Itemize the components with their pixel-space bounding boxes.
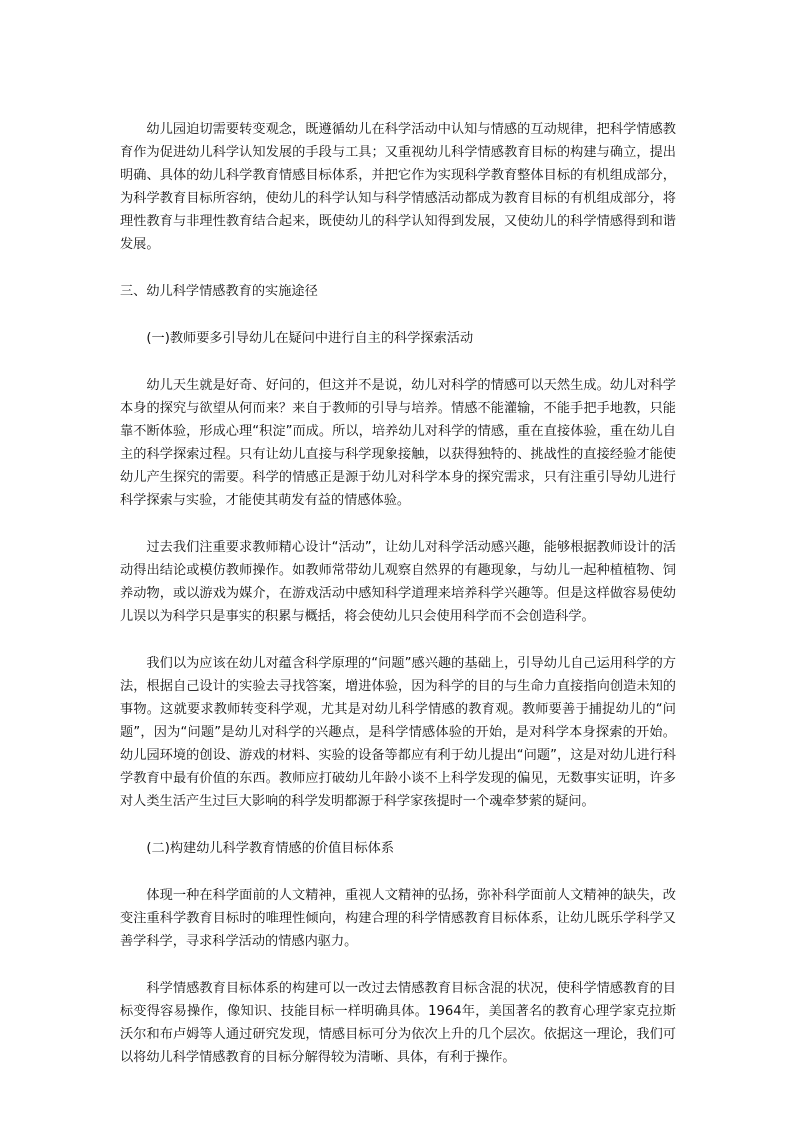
- subsection-heading-1: (一)教师要多引导幼儿在疑问中进行自主的科学探索活动: [146, 331, 474, 346]
- paragraph-5: 体现一种在科学面前的人文精神，重视人文精神的弘扬，弥补科学面前人文精神的缺失，改变注重科学教育目标时的唯理性倾向，构建合理的科学情感教育目标体系，让幼儿既乐学科学又善学科学，寻求科学活动的情感内驱力。: [120, 888, 676, 949]
- paragraph-6: 科学情感教育目标体系的构建可以一改过去情感教育目标含混的状况，使科学情感教育的目标变得容易操作，像知识、技能目标一样明确具体。1964年，美国著名的教育心理学家克拉斯沃尔和布卢姆等人通过研究发现，情感目标可分为依次上升的几个层次。依据这一理论，我们可以将幼儿科学情感教育的目标分解得较为清晰、具体，有利于操作。: [120, 981, 676, 1065]
- document-page: [120, 118, 676, 1093]
- paragraph-4: 我们以为应该在幼儿对蕴含科学原理的“问题”感兴趣的基础上，引导幼儿自己运用科学的方法，根据自己设计的实验去寻找答案，增进体验，因为科学的目的与生命力直接指向创造未知的事物。这就要求教师转变科学观，尤其是对幼儿科学情感的教育观。教师要善于捕捉幼儿的“问题”，因为“问题”是幼儿对科学的兴趣点，是科学情感体验的开始，是对科学本身探索的开始。幼儿园环境的创设、游戏的材料、实验的设备等都应有利于幼儿提出“问题”，这是对幼儿进行科学教育中最有价值的东西。教师应打破幼儿年龄小谈不上科学发现的偏见，无数事实证明，许多对人类生活产生过巨大影响的科学发明都源于科学家孩提时一个魂牵梦萦的疑问。: [120, 656, 676, 809]
- paragraph-intro: 幼儿园迫切需要转变观念，既遵循幼儿在科学活动中认知与情感的互动规律，把科学情感教育作为促进幼儿科学认知发展的手段与工具；又重视幼儿科学情感教育目标的构建与确立，提出明确、具体的幼儿科学教育情感目标体系，并把它作为实现科学教育整体目标的有机组成部分，为科学教育目标所容纳，使幼儿的科学认知与科学情感活动都成为教育目标的有机组成部分，将理性教育与非理性教育结合起来，既使幼儿的科学认知得到发展，又使幼儿的科学情感得到和谐发展。: [120, 122, 676, 252]
- subsection-heading-2: (二)构建幼儿科学教育情感的价值目标体系: [146, 841, 395, 856]
- section-heading: 三、幼儿科学情感教育的实施途径: [120, 284, 318, 299]
- paragraph-3: 过去我们注重要求教师精心设计“活动”，让幼儿对科学活动感兴趣，能够根据教师设计的活动得出结论或模仿教师操作。如教师常带幼儿观察自然界的有趣现象，与幼儿一起种植植物、饲养动物，或以游戏为媒介，在游戏活动中感知科学道理来培养科学兴趣等。但是这样做容易使幼儿误以为科学只是事实的积累与概括，将会使幼儿只会使用科学而不会创造科学。: [120, 540, 676, 624]
- paragraph-2: 幼儿天生就是好奇、好问的，但这并不是说，幼儿对科学的情感可以天然生成。幼儿对科学本身的探究与欲望从何而来？来自于教师的引导与培养。情感不能灌输，不能手把手地教，只能靠不断体验，形成心理“积淀”而成。所以，培养幼儿对科学的情感，重在直接体验，重在幼儿自主的科学探索过程。只有让幼儿直接与科学现象接触，以获得独特的、挑战性的直接经验才能使幼儿产生探究的需要。科学的情感正是源于幼儿对科学本身的探究需求，只有注重引导幼儿进行科学探索与实验，才能使其萌发有益的情感体验。: [120, 378, 676, 508]
